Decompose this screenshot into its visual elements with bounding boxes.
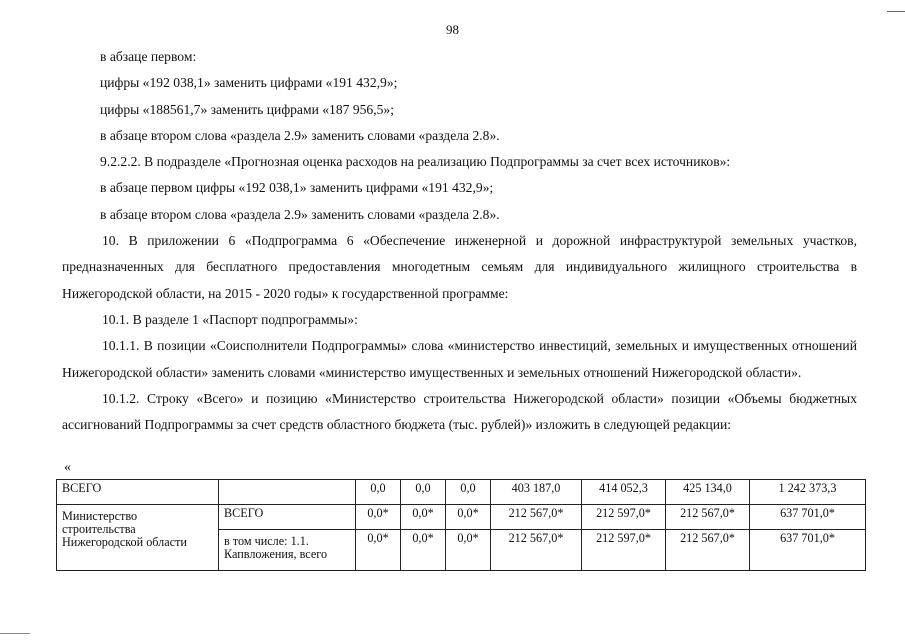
opening-quote-mark: « <box>64 460 71 475</box>
table-cell: 0,0* <box>401 505 446 530</box>
paragraph: в абзаце первом цифры «192 038,1» заменить цифрами «191 432,9»; <box>100 180 494 196</box>
row-sublabel: в том числе: 1.1. Капвложения, всего <box>219 530 356 571</box>
table-cell: 637 701,0* <box>750 530 866 571</box>
table-cell: 0,0 <box>446 480 491 505</box>
table-row-ministry-total <box>57 505 866 530</box>
table-cell: 0,0* <box>356 530 401 571</box>
table-cell: 0,0 <box>401 480 446 505</box>
row-sublabel <box>219 480 356 505</box>
table-cell: 212 567,0* <box>666 505 750 530</box>
table-cell: 212 597,0* <box>582 530 666 571</box>
paragraph: в абзаце первом: <box>100 49 197 64</box>
table-cell: 414 052,3 <box>582 480 666 505</box>
paragraph: 10.1. В разделе 1 «Паспорт подпрограммы»: <box>102 311 358 327</box>
paragraph: цифры «192 038,1» заменить цифрами «191 432,9»; <box>100 75 398 91</box>
corner-mark <box>0 633 30 634</box>
paragraph: 10. В приложении 6 «Подпрограмма 6 «Обеспечение инженерной и дорожной инфраструктурой земельных участков, предназначенных для бесплатного предоставления многодетным семьям для индивидуального жилищного строительства в Нижегородской области, на 2015 - 2020 годы» к государственной программе: <box>62 233 857 301</box>
table-cell: 637 701,0* <box>750 505 866 530</box>
budget-table <box>56 479 866 571</box>
table-cell: 0,0* <box>446 505 491 530</box>
paragraph: 10.1.1. В позиции «Соисполнители Подпрограммы» слова «министерство инвестиций, земельных и имущественных отношений Нижегородской области» заменить словами «министерство имущественных и земельных отношений Нижегородской области». <box>62 338 857 380</box>
row-sublabel: ВСЕГО <box>219 505 356 530</box>
table-cell: 212 597,0* <box>582 505 666 530</box>
table-cell: 0,0* <box>401 530 446 571</box>
table-cell: 212 567,0* <box>666 530 750 571</box>
table-cell: 212 567,0* <box>491 530 582 571</box>
paragraph: в абзаце втором слова «раздела 2.9» заменить словами «раздела 2.8». <box>100 206 500 222</box>
table-cell: 0,0 <box>356 480 401 505</box>
paragraph: 9.2.2.2. В подразделе «Прогнозная оценка расходов на реализацию Подпрограммы за счет всех источников»: <box>100 154 731 170</box>
table-cell: 212 567,0* <box>491 505 582 530</box>
table-cell: 0,0* <box>446 530 491 571</box>
table-cell: 0,0* <box>356 505 401 530</box>
paragraph: в абзаце втором слова «раздела 2.9» заменить словами «раздела 2.8». <box>100 127 500 143</box>
row-label: ВСЕГО <box>57 480 219 505</box>
table-cell: 425 134,0 <box>666 480 750 505</box>
ministry-label: Министерство строительства Нижегородской области <box>57 505 219 571</box>
table-cell: 1 242 373,3 <box>750 480 866 505</box>
table-cell: 403 187,0 <box>491 480 582 505</box>
table-row-total <box>57 480 866 505</box>
body-text <box>62 44 857 438</box>
page-number: 98 <box>446 22 459 37</box>
paragraph: цифры «188561,7» заменить цифрами «187 956,5»; <box>100 101 394 117</box>
corner-mark <box>887 11 905 12</box>
paragraph: 10.1.2. Строку «Всего» и позицию «Министерство строительства Нижегородской области» позиции «Объемы бюджетных ассигнований Подпрограммы за счет средств областного бюджета (тыс. рублей)» изложить в следующей редакции: <box>62 390 857 433</box>
